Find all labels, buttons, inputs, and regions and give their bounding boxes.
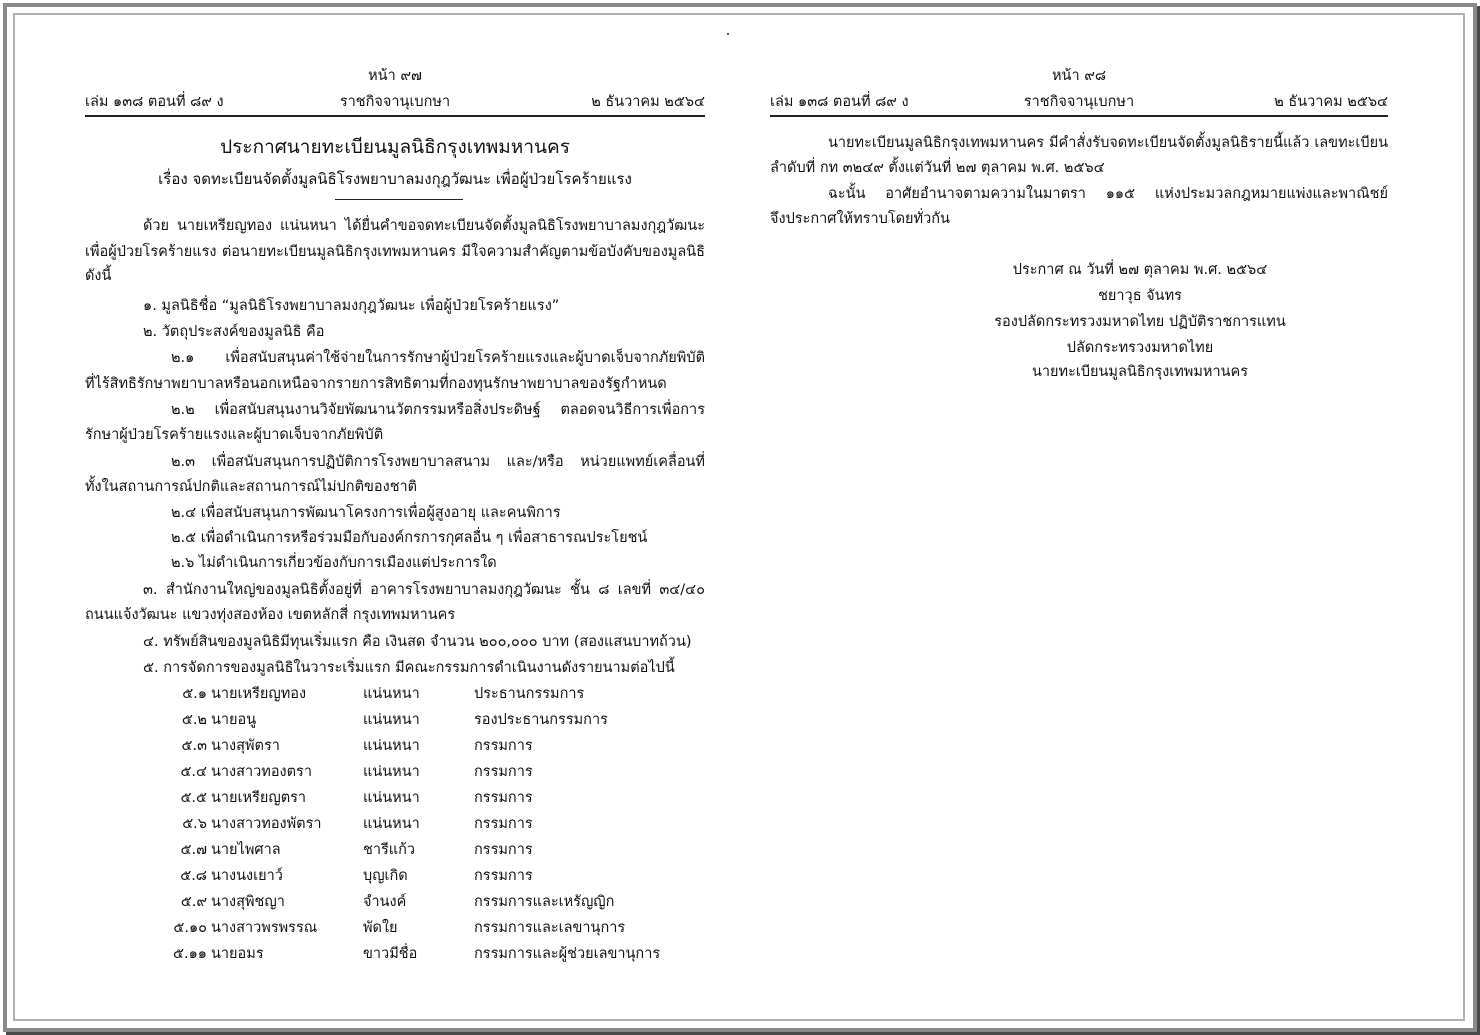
item-2-3-line-2: ทั้งในสถานการณ์ปกติและสถานการณ์ไม่ปกติของชาติ xyxy=(85,479,418,495)
intro-line-3: ดังนี้ xyxy=(85,268,112,284)
committee-role: กรรมการ xyxy=(474,868,533,884)
item-2-4: ๒.๔ เพื่อสนับสนุนการพัฒนาโครงการเพื่อผู้สูงอายุ และคนพิการ xyxy=(171,505,561,521)
committee-role: กรรมการและผู้ช่วยเลขานุการ xyxy=(474,946,661,962)
signer-position: รองปลัดกระทรวงมหาดไทย ปฏิบัติราชการแทน xyxy=(994,314,1286,330)
authority-line-1: ฉะนั้น อาศัยอำนาจตามความในมาตรา ๑๑๕ แห่งประมวลกฎหมายแพ่งและพาณิชย์ xyxy=(828,186,1388,202)
committee-name: นายอนู xyxy=(211,712,257,728)
header-gazette: ราชกิจจานุเบกษา xyxy=(339,94,451,110)
committee-surname: พัดใย xyxy=(363,920,398,936)
item-2-2-line-2: รักษาผู้ป่วยโรคร้ายแรงและผู้บาดเจ็บจากภัยพิบัติ xyxy=(85,427,384,443)
committee-number: ๕.๖ xyxy=(182,816,207,832)
committee-surname: แน่นหนา xyxy=(363,790,420,806)
committee-surname: จำนงค์ xyxy=(363,894,407,910)
item-2-6: ๒.๖ ไม่ดำเนินการเกี่ยวข้องกับการเมืองแต่ประการใด xyxy=(171,555,497,571)
item-2-1-line-1: ๒.๑ เพื่อสนับสนุนค่าใช้จ่ายในการรักษาผู้ป่วยโรคร้ายแรงและผู้บาดเจ็บจากภัยพิบัติ xyxy=(171,350,705,366)
item-2-3-line-1: ๒.๓ เพื่อสนับสนุนการปฏิบัติการโรงพยาบาลสนาม และ/หรือ หน่วยแพทย์เคลื่อนที่ xyxy=(171,454,705,470)
committee-name: นางสุพิชญา xyxy=(211,894,285,910)
committee-name: นางสาวทองตรา xyxy=(211,764,312,780)
committee-number: ๕.๘ xyxy=(180,868,207,884)
item-2: ๒. วัตถุประสงค์ของมูลนิธิ คือ xyxy=(143,324,325,340)
item-3-line-1: ๓. สำนักงานใหญ่ของมูลนิธิตั้งอยู่ที่ อาคารโรงพยาบาลมงกุฎวัฒนะ ชั้น ๘ เลขที่ ๓๔/๔๐ xyxy=(143,582,705,598)
scan-speck xyxy=(727,33,729,35)
committee-surname: ขาวมีชื่อ xyxy=(363,946,418,962)
header-date: ๒ ธันวาคม ๒๕๖๔ xyxy=(1274,94,1388,110)
header-volume: เล่ม ๑๓๘ ตอนที่ ๘๙ ง xyxy=(770,94,909,110)
order-line-1: นายทะเบียนมูลนิธิกรุงเทพมหานคร มีคำสั่งรับจดทะเบียนจัดตั้งมูลนิธิรายนี้แล้ว เลขทะเบียน xyxy=(828,135,1388,151)
committee-name: นายอมร xyxy=(211,946,264,962)
committee-surname: แน่นหนา xyxy=(363,764,420,780)
committee-number: ๕.๑๐ xyxy=(173,920,207,936)
announce-date: ประกาศ ณ วันที่ ๒๗ ตุลาคม พ.ศ. ๒๕๖๔ xyxy=(1012,262,1268,278)
committee-number: ๕.๙ xyxy=(180,894,207,910)
item-2-1-line-2: ที่ไร้สิทธิรักษาพยาบาลหรือนอกเหนือจากรายการสิทธิตามที่กองทุนรักษาพยาบาลของรัฐกำหนด xyxy=(85,376,667,392)
committee-name: นางสุพัตรา xyxy=(211,738,280,754)
committee-role: กรรมการ xyxy=(474,764,533,780)
committee-number: ๕.๕ xyxy=(180,790,207,806)
announcement-subject: เรื่อง จดทะเบียนจัดตั้งมูลนิธิโรงพยาบาลมงกุฎวัฒนะ เพื่อผู้ป่วยโรคร้ายแรง xyxy=(158,170,632,188)
committee-role: กรรมการและเลขานุการ xyxy=(474,920,626,936)
committee-role: กรรมการ xyxy=(474,842,533,858)
signer-on-behalf: ปลัดกระทรวงมหาดไทย xyxy=(1066,340,1214,356)
committee-surname: แน่นหนา xyxy=(363,686,420,702)
signer-registrar: นายทะเบียนมูลนิธิกรุงเทพมหานคร xyxy=(1031,364,1249,380)
committee-number: ๕.๗ xyxy=(180,842,207,858)
committee-name: นางนงเยาว์ xyxy=(211,868,283,884)
committee-name: นายไพศาล xyxy=(211,842,281,858)
intro-line-1: ด้วย นายเหรียญทอง แน่นหนา ได้ยื่นคำขอจดทะเบียนจัดตั้งมูลนิธิโรงพยาบาลมงกุฎวัฒนะ xyxy=(143,218,705,234)
signer-name: ชยาวุธ จันทร xyxy=(1098,288,1182,304)
committee-role: กรรมการ xyxy=(474,816,533,832)
committee-surname: แน่นหนา xyxy=(363,738,420,754)
committee-surname: บุญเกิด xyxy=(363,868,408,884)
item-4: ๔. ทรัพย์สินของมูลนิธิมีทุนเริ่มแรก คือ เงินสด จำนวน ๒๐๐,๐๐๐ บาท (สองแสนบาทถ้วน) xyxy=(143,634,692,650)
committee-number: ๕.๓ xyxy=(181,738,207,754)
header-rule xyxy=(770,115,1388,117)
committee-role: ประธานกรรมการ xyxy=(474,686,585,702)
item-5: ๕. การจัดการของมูลนิธิในวาระเริ่มแรก มีคณะกรรมการดำเนินงานดังรายนามต่อไปนี้ xyxy=(143,660,675,676)
committee-role: กรรมการ xyxy=(474,790,533,806)
committee-name: นางสาวพรพรรณ xyxy=(211,920,318,936)
committee-number: ๕.๑๑ xyxy=(173,946,207,962)
header-gazette: ราชกิจจานุเบกษา xyxy=(1023,94,1135,110)
committee-role: กรรมการ xyxy=(474,738,533,754)
page-number: หน้า ๙๗ xyxy=(368,68,422,84)
header-volume: เล่ม ๑๓๘ ตอนที่ ๘๙ ง xyxy=(85,94,224,110)
committee-name: นายเหรียญทอง xyxy=(211,686,307,702)
committee-role: รองประธานกรรมการ xyxy=(474,712,608,728)
header-date: ๒ ธันวาคม ๒๕๖๔ xyxy=(591,94,705,110)
committee-number: ๕.๔ xyxy=(180,764,207,780)
committee-number: ๕.๒ xyxy=(181,712,207,728)
intro-line-2: เพื่อผู้ป่วยโรคร้ายแรง ต่อนายทะเบียนมูลนิธิกรุงเทพมหานคร มีใจความสำคัญตามข้อบังคับของมูลนิธิ xyxy=(85,244,705,260)
order-line-2: ลำดับที่ กท ๓๒๔๙ ตั้งแต่วันที่ ๒๗ ตุลาคม พ.ศ. ๒๕๖๔ xyxy=(770,160,1105,176)
page-number: หน้า ๙๘ xyxy=(1051,68,1107,84)
committee-surname: แน่นหนา xyxy=(363,712,420,728)
committee-name: นางสาวทองพัตรา xyxy=(211,816,322,832)
announcement-title: ประกาศนายทะเบียนมูลนิธิกรุงเทพมหานคร xyxy=(220,136,570,158)
committee-number: ๕.๑ xyxy=(182,686,207,702)
item-2-2-line-1: ๒.๒ เพื่อสนับสนุนงานวิจัยพัฒนานวัตกรรมหรือสิ่งประดิษฐ์ ตลอดจนวิธีการเพื่อการ xyxy=(171,402,705,418)
header-rule xyxy=(85,115,705,117)
committee-role: กรรมการและเหรัญญิก xyxy=(474,894,615,910)
authority-line-2: จึงประกาศให้ทราบโดยทั่วกัน xyxy=(770,211,950,227)
item-1: ๑. มูลนิธิชื่อ “มูลนิธิโรงพยาบาลมงกุฎวัฒนะ เพื่อผู้ป่วยโรคร้ายแรง” xyxy=(143,298,560,314)
committee-surname: ชารีแก้ว xyxy=(363,842,416,858)
committee-surname: แน่นหนา xyxy=(363,816,420,832)
item-2-5: ๒.๕ เพื่อดำเนินการหรือร่วมมือกับองค์กรการกุศลอื่น ๆ เพื่อสาธารณประโยชน์ xyxy=(171,530,648,546)
item-3-line-2: ถนนแจ้งวัฒนะ แขวงทุ่งสองห้อง เขตหลักสี่ กรุงเทพมหานคร xyxy=(85,607,456,623)
committee-name: นายเหรียญตรา xyxy=(211,790,307,806)
title-underline xyxy=(335,199,463,200)
